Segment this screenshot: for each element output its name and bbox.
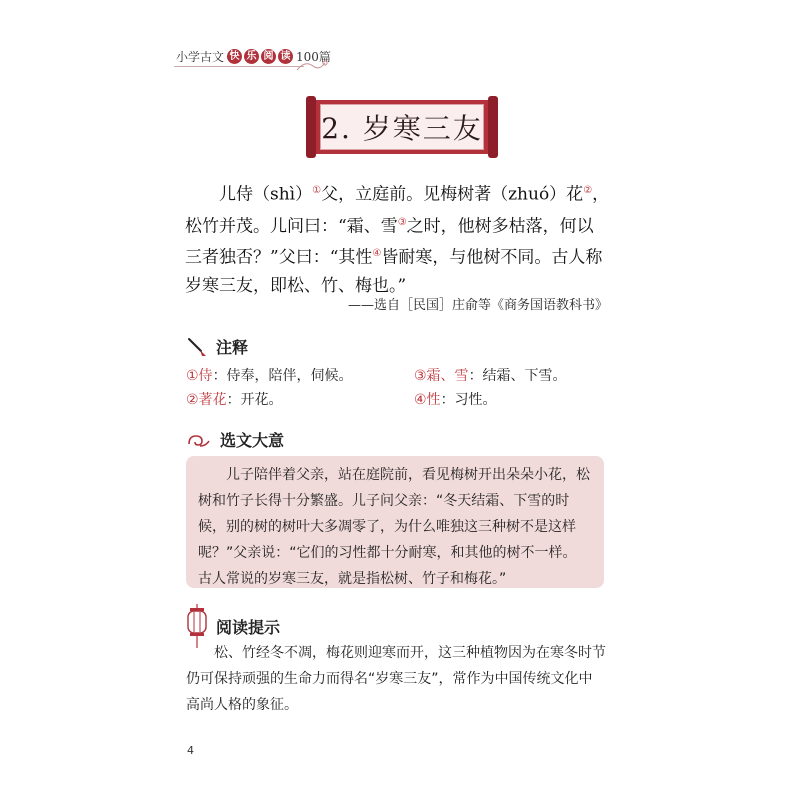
note-marker: ① (312, 185, 322, 196)
brush-icon (186, 336, 208, 358)
note-item (414, 390, 604, 410)
scroll-roll-left (306, 96, 316, 158)
summary-heading-label: 选文大意 (220, 431, 285, 450)
badge-char: 乐 (244, 49, 259, 64)
note-desc: ：侍奉，陪伴，伺候。 (212, 368, 353, 384)
series-badge (226, 49, 294, 64)
source-citation: ——选自［民国］庄俞等《商务国语教科书》 (347, 298, 608, 313)
text-segment: 父，立庭前。见梅树著（zhuó）花 (321, 184, 584, 205)
note-term: ②著花 (186, 392, 227, 408)
header-swirl-icon (295, 58, 329, 74)
note-item (186, 366, 414, 386)
badge-char: 阅 (261, 49, 276, 64)
badge-char: 读 (278, 49, 293, 64)
scroll-roll-right (488, 96, 498, 158)
note-marker: ③ (397, 216, 407, 228)
title-frame (316, 100, 488, 154)
cloud-swirl-icon (186, 430, 212, 450)
series-prefix: 小学古文 (176, 49, 225, 64)
note-marker: ④ (372, 248, 382, 260)
classical-paragraph (185, 177, 610, 300)
text-segment: 之时，他树多枯落，何以三者独否？”父曰：“其性 (185, 216, 594, 268)
note-desc: ：习性。 (440, 392, 497, 408)
note-desc: ：结霜、下雪。 (468, 368, 567, 384)
note-term: ①侍 (186, 368, 213, 384)
note-item (414, 366, 604, 386)
notes-heading (186, 335, 248, 358)
note-term: ③霜、雪 (414, 368, 469, 384)
series-suffix: 100篇 (296, 49, 331, 64)
header-divider (174, 66, 304, 67)
text-segment: 儿侍（shì） (219, 184, 313, 205)
note-marker: ② (583, 185, 593, 196)
page-number: 4 (187, 744, 194, 757)
reading-hint-text: 松、竹经冬不凋，梅花则迎寒而开，这三种植物因为在寒冬时节仍可保持顽强的生命力而得名“岁寒三友”，常作为中国传统文化中高尚人格的象征。 (186, 645, 606, 713)
note-item (186, 390, 414, 410)
summary-box: 儿子陪伴着父亲，站在庭院前，看见梅树开出朵朵小花，松树和竹子长得十分繁盛。儿子问父亲：“冬天结霜、下雪的时候，别的树的树叶大多凋零了，为什么唯独这三种树不是这样呢？”父亲说：“它们的习性都十分耐寒，和其他的树不一样。古人常说的岁寒三友，就是指松树、竹子和梅花。” (186, 456, 604, 588)
summary-heading (186, 428, 284, 451)
notes-heading-label: 注释 (216, 338, 249, 357)
badge-char: 快 (227, 49, 242, 64)
reading-heading-label: 阅读提示 (216, 617, 281, 637)
title-banner (306, 96, 498, 158)
text-segment: 皆耐寒，与他树不同。古人称岁寒三友，即松、竹、梅也。” (185, 247, 603, 296)
text-segment: ，松竹并茂。儿问曰：“霜、雪 (185, 184, 610, 237)
note-term: ④性 (414, 392, 441, 408)
classical-text (185, 177, 610, 300)
notes-list (186, 366, 606, 410)
note-desc: ：开花。 (226, 392, 283, 408)
page-title: 2. 岁寒三友 (320, 104, 484, 150)
